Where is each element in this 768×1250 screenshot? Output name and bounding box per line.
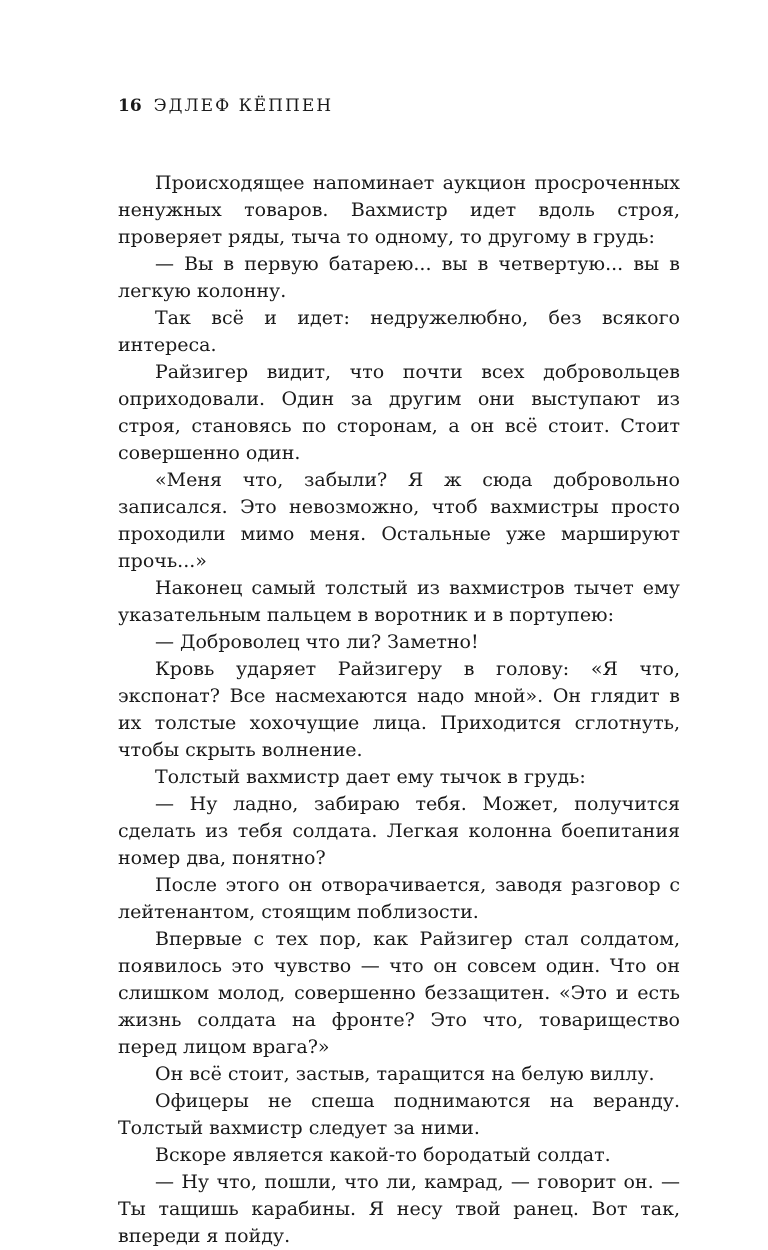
paragraph: Толстый вахмистр дает ему тычок в грудь: bbox=[155, 766, 586, 788]
paragraph: — Доброволец что ли? Заметно! bbox=[155, 631, 479, 653]
paragraph: Он всё стоит, застыв, таращится на белую виллу. bbox=[155, 1063, 655, 1085]
running-head bbox=[118, 92, 680, 120]
paragraph: «Меня что, забыли? Я ж сюда добровольно записался. Это невозможно, чтоб вахмистры просто проходили мимо меня. Остальные уже маршируют прочь...» bbox=[118, 469, 680, 572]
paragraph: Происходящее напоминает аукцион просроченных ненужных товаров. Вахмистр идет вдоль строя, проверяет ряды, тыча то одному, то другому в грудь: bbox=[118, 172, 680, 248]
book-page bbox=[118, 92, 680, 1250]
paragraph: Вскоре является какой-то бородатый солдат. bbox=[155, 1144, 611, 1166]
paragraph: — Ну что, пошли, что ли, камрад, — говорит он. — Ты тащишь карабины. Я несу твой ранец. Вот так, впереди я пойду. bbox=[118, 1171, 680, 1247]
body-text bbox=[118, 170, 680, 1250]
paragraph: После этого он отворачивается, заводя разговор с лейтенантом, стоящим поблизости. bbox=[118, 874, 680, 923]
paragraph: Наконец самый толстый из вахмистров тычет ему указательным пальцем в воротник и в портупею: bbox=[118, 577, 680, 626]
page-number: 16 bbox=[118, 96, 142, 116]
running-title: ЭДЛЕФ КЁППЕН bbox=[153, 96, 334, 116]
paragraph: Райзигер видит, что почти всех добровольцев оприходовали. Один за другим они выступают из строя, становясь по сторонам, а он всё стоит. Стоит совершенно один. bbox=[118, 361, 680, 464]
paragraph: Впервые с тех пор, как Райзигер стал солдатом, появилось это чувство — что он совсем один. Что он слишком молод, совершенно беззащитен. «Это и есть жизнь солдата на фронте? Это что, товарищество перед лицом врага?» bbox=[118, 928, 680, 1058]
paragraph: — Ну ладно, забираю тебя. Может, получится сделать из тебя солдата. Легкая колонна боепитания номер два, понятно? bbox=[118, 793, 680, 869]
paragraph: Офицеры не спеша поднимаются на веранду. Толстый вахмистр следует за ними. bbox=[118, 1090, 680, 1139]
paragraph: Кровь ударяет Райзигеру в голову: «Я что, экспонат? Все насмехаются надо мной». Он глядит в их толстые хохочущие лица. Приходится сглотнуть, чтобы скрыть волнение. bbox=[118, 658, 680, 761]
paragraph: Так всё и идет: недружелюбно, без всякого интереса. bbox=[118, 307, 680, 356]
paragraph: — Вы в первую батарею... вы в четвертую... вы в легкую колонну. bbox=[118, 253, 680, 302]
